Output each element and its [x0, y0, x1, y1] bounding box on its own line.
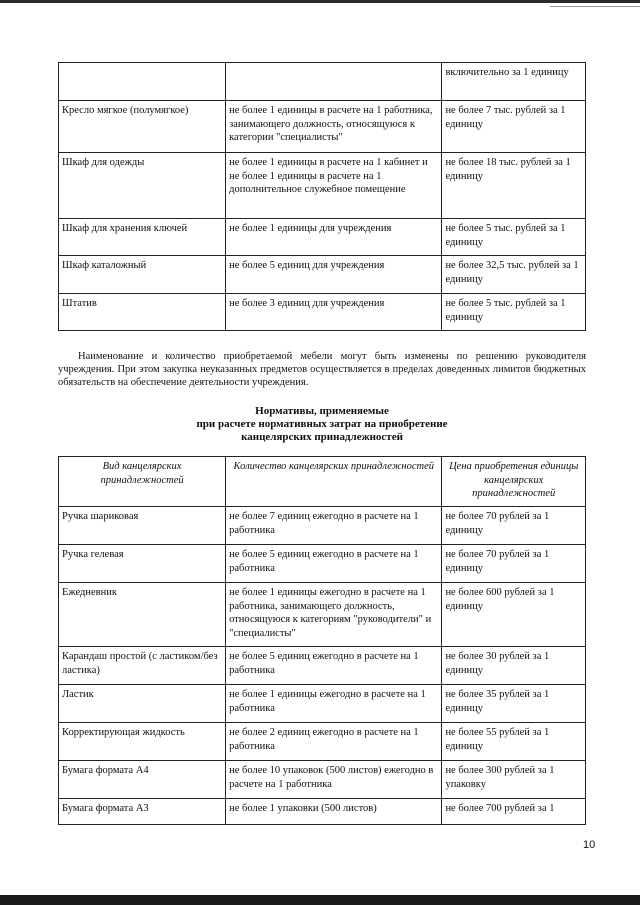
- item-cell: Шкаф для одежды: [59, 153, 226, 219]
- price-cell: не более 35 рублей за 1 единицу: [442, 685, 586, 723]
- column-header-item: Вид канцелярских принадлежностей: [59, 457, 226, 507]
- price-cell: не более 600 рублей за 1 единицу: [442, 583, 586, 647]
- price-cell: не более 32,5 тыс. рублей за 1 единицу: [442, 256, 586, 294]
- heading-line: при расчете нормативных затрат на приобретение: [196, 418, 448, 430]
- column-header-quantity: Количество канцелярских принадлежностей: [226, 457, 442, 507]
- quantity-cell: не более 1 единицы в расчете на 1 работника, занимающего должность, относящуюся к категории "специалисты": [226, 101, 442, 153]
- quantity-cell: не более 1 упаковки (500 листов): [226, 799, 442, 825]
- item-cell: Ручка гелевая: [59, 545, 226, 583]
- table-row: [59, 256, 586, 294]
- price-cell: не более 30 рублей за 1 единицу: [442, 647, 586, 685]
- item-cell: Шкаф для хранения ключей: [59, 219, 226, 256]
- quantity-cell: не более 1 единицы ежегодно в расчете на 1 работника: [226, 685, 442, 723]
- quantity-cell: не более 10 упаковок (500 листов) ежегодно в расчете на 1 работника: [226, 761, 442, 799]
- table-row: [59, 761, 586, 799]
- price-cell: включительно за 1 единицу: [442, 63, 586, 101]
- table-row: [59, 723, 586, 761]
- table-row: [59, 545, 586, 583]
- quantity-cell: не более 3 единиц для учреждения: [226, 294, 442, 331]
- column-header-price: Цена приобретения единицы канцелярских принадлежностей: [442, 457, 586, 507]
- price-cell: не более 300 рублей за 1 упаковку: [442, 761, 586, 799]
- price-cell: не более 18 тыс. рублей за 1 единицу: [442, 153, 586, 219]
- item-cell: Ручка шариковая: [59, 507, 226, 545]
- table-row: [59, 685, 586, 723]
- quantity-cell: не более 7 единиц ежегодно в расчете на 1 работника: [226, 507, 442, 545]
- quantity-cell: не более 5 единиц для учреждения: [226, 256, 442, 294]
- heading-line: канцелярских принадлежностей: [241, 431, 403, 443]
- item-cell: Корректирующая жидкость: [59, 723, 226, 761]
- item-cell: Кресло мягкое (полумягкое): [59, 101, 226, 153]
- price-cell: не более 7 тыс. рублей за 1 единицу: [442, 101, 586, 153]
- table-row: [59, 647, 586, 685]
- price-cell: не более 5 тыс. рублей за 1 единицу: [442, 294, 586, 331]
- scan-edge-top: [0, 0, 640, 3]
- quantity-cell: не более 5 единиц ежегодно в расчете на 1 работника: [226, 545, 442, 583]
- table-row: [59, 63, 586, 101]
- section-heading: [58, 405, 586, 444]
- item-cell: Карандаш простой (с ластиком/без ластика): [59, 647, 226, 685]
- quantity-cell: не более 1 единицы ежегодно в расчете на 1 работника, занимающего должность, относящуюся к категориям "руководители" и "специалисты": [226, 583, 442, 647]
- table-row: [59, 294, 586, 331]
- price-cell: не более 700 рублей за 1: [442, 799, 586, 825]
- item-cell: Бумага формата А3: [59, 799, 226, 825]
- price-cell: не более 5 тыс. рублей за 1 единицу: [442, 219, 586, 256]
- item-cell: Бумага формата А4: [59, 761, 226, 799]
- table-header-row: [59, 457, 586, 507]
- price-cell: не более 55 рублей за 1 единицу: [442, 723, 586, 761]
- quantity-cell: [226, 63, 442, 101]
- quantity-cell: не более 2 единиц ежегодно в расчете на 1 работника: [226, 723, 442, 761]
- table-row: [59, 583, 586, 647]
- price-cell: не более 70 рублей за 1 единицу: [442, 545, 586, 583]
- quantity-cell: не более 5 единиц ежегодно в расчете на 1 работника: [226, 647, 442, 685]
- scan-edge-bottom: [0, 895, 640, 905]
- item-cell: Штатив: [59, 294, 226, 331]
- item-cell: Шкаф каталожный: [59, 256, 226, 294]
- table-row: [59, 153, 586, 219]
- heading-line: Нормативы, применяемые: [255, 405, 389, 417]
- table-row: [59, 219, 586, 256]
- quantity-cell: не более 1 единицы для учреждения: [226, 219, 442, 256]
- table-row: [59, 507, 586, 545]
- stationery-norms-table: [58, 456, 586, 825]
- item-cell: [59, 63, 226, 101]
- note-paragraph: Наименование и количество приобретаемой мебели могут быть изменены по решению руководителя учреждения. При этом закупка неуказанных предметов осуществляется в пределах доведенных лимитов бюджетных обязательств на обеспечение деятельности учреждения.: [58, 351, 586, 388]
- item-cell: Ластик: [59, 685, 226, 723]
- table-row: [59, 799, 586, 825]
- price-cell: не более 70 рублей за 1 единицу: [442, 507, 586, 545]
- furniture-norms-table: [58, 62, 586, 331]
- item-cell: Ежедневник: [59, 583, 226, 647]
- scan-edge-mark: [550, 6, 640, 7]
- quantity-cell: не более 1 единицы в расчете на 1 кабинет и не более 1 единицы в расчете на 1 дополнительное служебное помещение: [226, 153, 442, 219]
- table-row: [59, 101, 586, 153]
- page-number: 10: [583, 839, 596, 851]
